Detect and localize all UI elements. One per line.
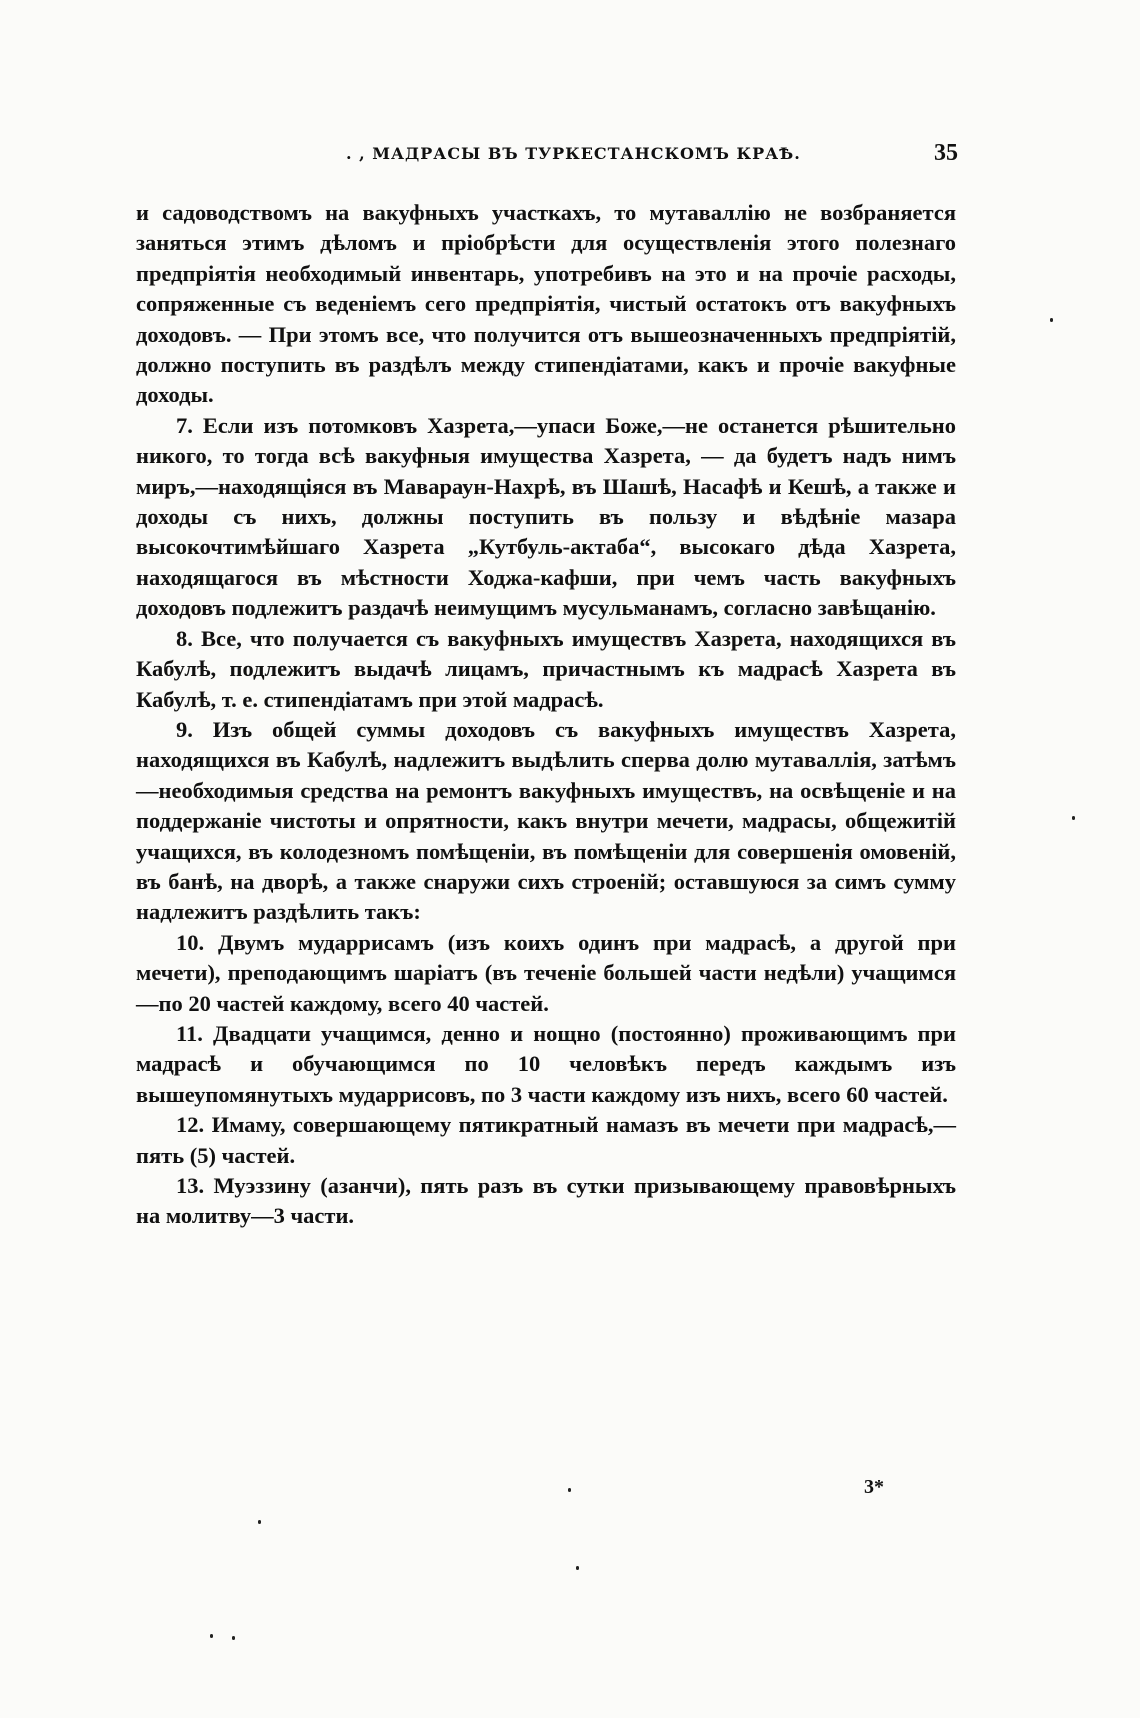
print-speck (210, 1634, 213, 1638)
paragraph-item-11: 11. Двадцати учащимся, денно и нощно (постоянно) проживающимъ при мадрасѣ и обучающимся по 10 человѣкъ передъ каждымъ изъ вышеупомянутыхъ мударрисовъ, по 3 части каждому изъ нихъ, всего 60 частей. (136, 1020, 956, 1107)
print-speck (1072, 816, 1075, 820)
print-speck (232, 1636, 235, 1640)
page-number: 35 (934, 140, 958, 166)
print-speck (568, 1488, 571, 1492)
page-body (136, 198, 956, 1232)
paragraph-item-9: 9. Изъ общей суммы доходовъ съ вакуфныхъ имуществъ Хазрета, находящихся въ Кабулѣ, надлежитъ выдѣлить сперва долю мутаваллія, затѣмъ—необходимыя средства на ремонтъ вакуфныхъ имуществъ, на освѣщеніе и на поддержаніе чистоты и опрятности, какъ внутри мечети, мадрасы, общежитій учащихся, въ колодезномъ помѣщеніи, въ помѣщеніи для совершенія омовеній, въ банѣ, на дворѣ, а также снаружи сихъ строеній; оставшуюся за симъ сумму надлежитъ раздѣлить такъ: (136, 716, 956, 925)
print-speck (576, 1566, 579, 1570)
paragraph-item-7: 7. Если изъ потомковъ Хазрета,—упаси Боже,—не останется рѣшительно никого, то тогда всѣ вакуфныя имущества Хазрета, — да будетъ надъ нимъ миръ,—находящіяся въ Мавараун-Нахрѣ, въ Шашѣ, Насафѣ и Кешѣ, а также и доходы съ нихъ, должны поступить въ пользу и вѣдѣніе мазара высокочтимѣйшаго Хазрета „Кутбуль-актаба“, высокаго дѣда Хазрета, находящагося въ мѣстности Ходжа-кафши, при чемъ часть вакуфныхъ доходовъ подлежитъ раздачѣ неимущимъ мусульманамъ, согласно завѣщанію. (136, 412, 956, 621)
print-speck (258, 1520, 261, 1524)
signature-mark: 3* (864, 1476, 884, 1498)
paragraph-item-12: 12. Имаму, совершающему пятикратный намазъ въ мечети при мадрасѣ,—пять (5) частей. (136, 1112, 956, 1168)
running-title: . , МАДРАСЫ ВЪ ТУРКЕСТАНСКОМЪ КРАѢ. (346, 144, 801, 163)
print-speck (1050, 318, 1053, 322)
paragraph-item-10: 10. Двумъ мударрисамъ (изъ коихъ одинъ при мадрасѣ, а другой при мечети), преподающимъ шаріатъ (въ теченіе большей части недѣли) учащимся—по 20 частей каждому, всего 40 частей. (136, 929, 956, 1016)
paragraph-item-13: 13. Муэззину (азанчи), пять разъ въ сутки призывающему правовѣрныхъ на молитву—3 части. (136, 1173, 956, 1229)
page-header (290, 140, 958, 174)
paragraph-continuation: и садоводствомъ на вакуфныхъ участкахъ, то мутаваллію не возбраняется заняться этимъ дѣломъ и пріобрѣсти для осуществленія этого полезнаго предпріятія необходимый инвентарь, употребивъ на это и на прочіе расходы, сопряженные съ веденіемъ сего предпріятія, чистый остатокъ отъ вакуфныхъ доходовъ. — При этомъ все, что получится отъ вышеозначенныхъ предпріятій, должно поступить въ раздѣлъ между стипендіатами, какъ и прочіе вакуфные доходы. (136, 200, 956, 408)
paragraph-item-8: 8. Все, что получается съ вакуфныхъ имуществъ Хазрета, находящихся въ Кабулѣ, подлежитъ выдачѣ лицамъ, причастнымъ къ мадрасѣ Хазрета въ Кабулѣ, т. е. стипендіатамъ при этой мадрасѣ. (136, 625, 956, 712)
